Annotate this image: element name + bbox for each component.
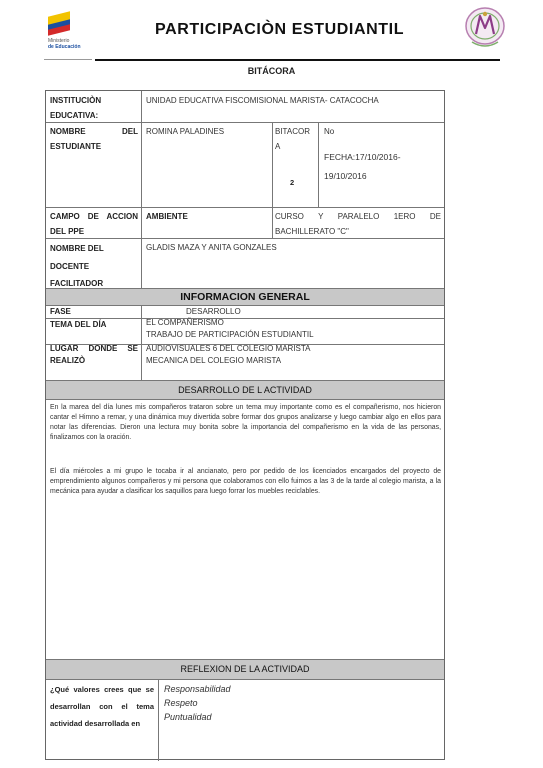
desarrollo-paragraph-1: En la marea del día lunes mis compañeros trataron sobre un tema muy importante como es el compañerismo, nos hicieron cantar el Himno a remar, y una dinámica muy divertida sobre formar dos grupos analizarse y luego cambiar algo en ellos para notar las diferencias. Dieron una lectura muy bonita sobre la importancia del compañerismo en la vida de las personas, finalizamos con la oración.	[50, 404, 441, 441]
campo-accion-value: AMBIENTE	[146, 212, 188, 221]
desarrollo-paragraph-2: El día miércoles a mi grupo le tocaba ir al ancianato, pero por pedido de los licenciados encargados del proyecto de emprendimiento algunos compañeros y mi persona que colaboramos con ello fuimos a las 3 de la tarde al colegio marista, a la mecánica para ayudar a clasificar los saquillos para luego forrar los muebles reciclables.	[50, 468, 441, 495]
tema-value-1: EL COMPAÑERISMO	[146, 318, 224, 327]
page-title: PARTICIPACIÒN ESTUDIANTIL	[155, 21, 405, 38]
logo-text-educacion: de Educación	[48, 44, 81, 50]
title-underline	[95, 59, 500, 61]
lugar-value-2: MECANICA DEL COLEGIO MARISTA	[146, 356, 282, 365]
bitacora-label: BITACOR A	[275, 127, 310, 152]
page-header	[0, 0, 543, 62]
reflexion-heading: REFLEXION DE LA ACTIVIDAD	[46, 660, 444, 679]
bitacora-form	[45, 90, 445, 760]
valores-list	[164, 683, 434, 725]
bitacora-number: 2	[290, 178, 295, 187]
document-subtitle: BITÁCORA	[247, 66, 296, 76]
school-emblem-icon	[462, 4, 508, 50]
nombre-estudiante-label: NOMBRE DEL ESTUDIANTE	[50, 127, 138, 152]
fase-value: DESARROLLO	[186, 307, 241, 316]
nombre-estudiante-value: ROMINA PALADINES	[146, 127, 225, 136]
no-label: No	[324, 127, 335, 136]
docente-value: GLADIS MAZA Y ANITA GONZALES	[146, 243, 277, 252]
ministerio-educacion-logo	[44, 14, 92, 60]
institucion-label: INSTITUCIÒN EDUCATIVA:	[50, 96, 102, 121]
logo-text-ministerio: Ministerio	[48, 38, 70, 44]
valores-pregunta: ¿Qué valores crees que se desarrollan con el tema actividad desarrollada en	[50, 685, 154, 728]
fase-label: FASE	[50, 307, 71, 316]
flag-icon	[48, 14, 70, 34]
valor-item: Responsabilidad	[164, 684, 231, 694]
campo-accion-label: CAMPO DE ACCION DEL PPE	[50, 212, 138, 237]
curso-paralelo: CURSO Y PARALELO 1ERO DE BACHILLERATO "C"	[275, 212, 441, 237]
tema-value-2: TRABAJO DE PARTICIPACIÓN ESTUDIANTIL	[146, 330, 314, 339]
lugar-label: LUGAR DONDE SE REALIZÒ	[50, 344, 138, 365]
docente-label: NOMBRE DEL DOCENTE FACILITADOR	[50, 244, 104, 289]
valor-item: Respeto	[164, 697, 198, 708]
valor-item: Puntualidad	[164, 711, 212, 722]
fecha-value: FECHA:17/10/2016-19/10/2016	[324, 152, 401, 181]
lugar-value-1: AUDIOVISUALES 6 DEL COLEGIO MARISTA	[146, 344, 311, 353]
logo-rule	[44, 59, 92, 60]
desarrollo-heading: DESARROLLO DE L ACTIVIDAD	[46, 381, 444, 399]
informacion-general-heading: INFORMACION GENERAL	[46, 289, 444, 305]
institucion-value: UNIDAD EDUCATIVA FISCOMISIONAL MARISTA- CATACOCHA	[146, 96, 379, 105]
tema-label: TEMA DEL DÍA	[50, 320, 107, 329]
